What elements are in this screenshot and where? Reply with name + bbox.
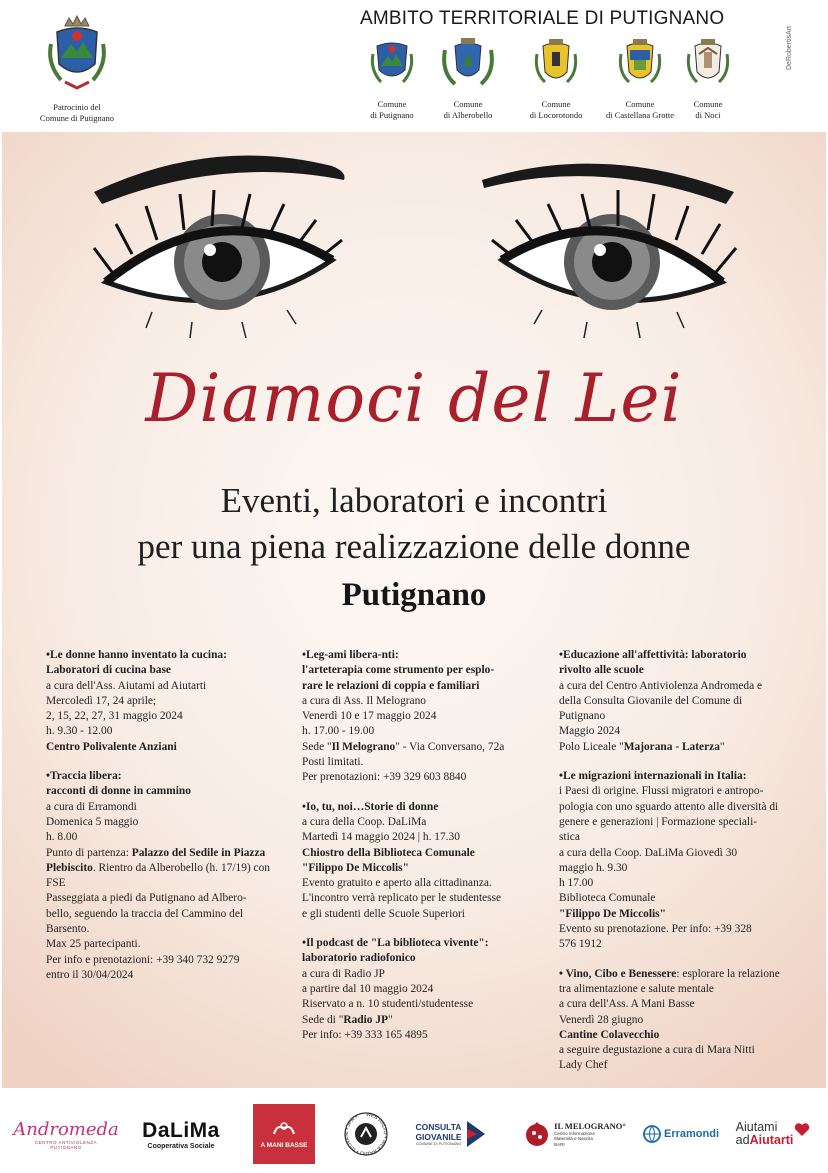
event-start-point bbox=[46, 846, 291, 892]
event-line: Putignano bbox=[559, 710, 606, 723]
event-line: h. 17.00 - 19.00 bbox=[302, 725, 375, 738]
event-title-rest: : esplorare la relazione tra alimentazione e salute mentale bbox=[559, 967, 780, 995]
radio-jp-ring-text: WEB RADIO • WEB RADIO • GIOVANI • JPR • bbox=[343, 1111, 389, 1157]
event-title bbox=[559, 967, 794, 998]
event-line: Venerdì 28 giugno bbox=[559, 1013, 644, 1026]
event-line: h. 8.00 bbox=[46, 831, 78, 844]
event-line: Riservato a n. 10 studenti/studentesse bbox=[302, 998, 474, 1011]
sponsor-footer bbox=[0, 1088, 828, 1173]
event-title-line: rivolto alle scuole bbox=[559, 664, 644, 677]
municipality-noci bbox=[666, 36, 750, 120]
putignano-crest-icon bbox=[45, 14, 109, 92]
event-title-line: •Il podcast de "La biblioteca vivente": bbox=[302, 937, 489, 950]
sede-prefix: Sede di " bbox=[302, 1013, 344, 1026]
event-cucina bbox=[46, 648, 291, 755]
event-affettivita bbox=[559, 648, 794, 755]
sede-name: Radio JP bbox=[343, 1013, 388, 1026]
event-line: Biblioteca Comunale bbox=[559, 892, 656, 905]
muni-label-line1: Comune bbox=[453, 99, 483, 109]
event-venue bbox=[302, 1013, 552, 1028]
consulta-sub: COMUNE DI PUTIGNANO bbox=[415, 1142, 462, 1146]
event-venue: Centro Polivalente Anziani bbox=[46, 740, 177, 753]
municipalities-row bbox=[350, 36, 770, 126]
event-line: h. 9.30 - 12.00 bbox=[46, 725, 113, 738]
radio-jp-logo bbox=[342, 1104, 390, 1164]
event-venue: Chiostro della Biblioteca Comunale bbox=[302, 846, 475, 859]
event-line: a seguire degustazione a cura di Mara Nitti bbox=[559, 1044, 755, 1057]
muni-label-line2: di Alberobello bbox=[443, 109, 493, 120]
event-venue bbox=[559, 740, 794, 755]
event-line: Posti limitati. bbox=[302, 756, 364, 769]
melograno-sub2: Maternità e Nascita bbox=[554, 1136, 593, 1142]
a-mani-basse-logo bbox=[253, 1104, 315, 1164]
event-line: 576 1912 bbox=[559, 938, 602, 951]
event-line: a cura di Radio JP bbox=[302, 967, 385, 980]
muni-label-line1: Comune bbox=[541, 99, 571, 109]
hands-icon bbox=[271, 1120, 297, 1138]
start-suffix: . Rientro da Alberobello (h. 17/19) con FSE bbox=[46, 861, 270, 890]
event-line: a cura dell'Ass. A Mani Basse bbox=[559, 998, 695, 1011]
melograno-sub3: BARI bbox=[554, 1141, 565, 1147]
melograno-sub1: Centro Informazione bbox=[554, 1130, 595, 1136]
event-line: h 17.00 bbox=[559, 877, 594, 890]
event-line: a partire dal 10 maggio 2024 bbox=[302, 982, 434, 995]
subtitle-line1: Eventi, laboratori e incontri bbox=[220, 481, 608, 520]
aiutami-line1: Aiutami bbox=[735, 1120, 778, 1134]
event-title-line: racconti di donne in cammino bbox=[46, 785, 191, 798]
event-title-line: l'arteterapia come strumento per esplo- bbox=[302, 664, 495, 677]
poster-subtitle bbox=[2, 478, 826, 570]
event-title-line: laboratorio radiofonico bbox=[302, 952, 416, 965]
aiutami-ad-aiutarti-logo bbox=[730, 1104, 816, 1164]
erramondi-name: Erramondi bbox=[663, 1128, 719, 1140]
event-line: Maggio 2024 bbox=[559, 725, 621, 738]
events-column-1 bbox=[46, 648, 291, 997]
event-podcast bbox=[302, 936, 552, 1043]
event-title-line: •Leg-ami libera-nti: bbox=[302, 649, 399, 661]
event-title-line: •Educazione all'affettività: laboratorio bbox=[559, 649, 747, 661]
muni-label-line1: Comune bbox=[377, 99, 407, 109]
sede-name: Il Melograno bbox=[331, 740, 396, 753]
muni-label-line1: Comune bbox=[693, 99, 723, 109]
muni-label-line2: di Noci bbox=[695, 109, 721, 120]
event-line: Barsento. bbox=[46, 923, 90, 936]
event-title-line: Laboratori di cucina base bbox=[46, 664, 171, 677]
consulta-arrow-icon bbox=[465, 1119, 487, 1149]
event-line: Mercoledì 17, 24 aprile; bbox=[46, 694, 157, 707]
noci-crest-icon bbox=[685, 36, 731, 90]
page-header bbox=[0, 0, 828, 132]
municipality-putignano bbox=[350, 36, 434, 120]
municipality-alberobello bbox=[426, 36, 510, 120]
sede-prefix: Sede " bbox=[302, 740, 332, 753]
aiutami-line2-aiutarti: Aiutarti bbox=[749, 1133, 794, 1147]
event-line: a cura della Coop. DaLiMa Giovedì 30 bbox=[559, 846, 738, 859]
event-line: Venerdì 10 e 17 maggio 2024 bbox=[302, 710, 437, 723]
andromeda-logo bbox=[13, 1104, 119, 1164]
consulta-line1: CONSULTA bbox=[415, 1122, 462, 1132]
event-line: genere e generazioni | Formazione speciali- bbox=[559, 815, 758, 828]
polo-name: Majorana - Laterza bbox=[623, 740, 720, 753]
event-line: Per info: +39 333 165 4895 bbox=[302, 1028, 428, 1041]
events-column-2 bbox=[302, 648, 552, 1057]
erramondi-logo bbox=[642, 1104, 720, 1164]
poster-city: Putignano bbox=[341, 577, 487, 613]
radio-jp-icon bbox=[343, 1111, 389, 1157]
melograno-name: IL MELOGRANO° bbox=[554, 1120, 626, 1131]
event-title-line: •Io, tu, noi…Storie di donne bbox=[302, 800, 439, 813]
andromeda-sub: CENTRO ANTIVIOLENZA bbox=[34, 1139, 97, 1145]
polo-prefix: Polo Liceale " bbox=[559, 740, 624, 753]
event-line: a cura del Centro Antiviolenza Andromeda e bbox=[559, 679, 763, 692]
designer-credit: DeRobertisArt bbox=[786, 26, 793, 70]
aiutami-line2-ad: ad bbox=[735, 1133, 750, 1147]
patronage-block bbox=[22, 14, 132, 124]
alberobello-crest-icon bbox=[441, 36, 495, 90]
event-migrazioni bbox=[559, 769, 794, 953]
event-line: Evento gratuito e aperto alla cittadinanza. bbox=[302, 877, 492, 890]
event-line: L'incontro verrà replicato per le studentesse bbox=[302, 892, 502, 905]
event-line: pologia con uno sguardo attento alle diversità di bbox=[559, 800, 779, 813]
event-line: Evento su prenotazione. Per info: +39 328 bbox=[559, 923, 752, 936]
event-venue: "Filippo De Miccolis" bbox=[559, 907, 666, 920]
event-line: e gli studenti delle Scuole Superiori bbox=[302, 907, 465, 920]
subtitle-line2: per una piena realizzazione delle donne bbox=[137, 527, 691, 566]
dalima-sub: Cooperativa Sociale bbox=[147, 1142, 215, 1150]
event-title-line: •Le migrazioni internazionali in Italia: bbox=[559, 770, 747, 783]
andromeda-name: Andromeda bbox=[13, 1118, 119, 1140]
event-line: maggio h. 9.30 bbox=[559, 861, 628, 874]
il-melograno-logo bbox=[524, 1104, 626, 1164]
consulta-giovanile-logo bbox=[410, 1104, 492, 1164]
event-line: bello, seguendo la traccia del Cammino del bbox=[46, 907, 244, 920]
event-venue bbox=[302, 740, 552, 755]
pomegranate-icon bbox=[524, 1121, 550, 1147]
start-place: Palazzo del Sedile in Piazza Plebiscito bbox=[46, 846, 266, 874]
event-title-bold: • Vino, Cibo e Benessere bbox=[559, 967, 677, 980]
andromeda-sub2: PUTIGNANO bbox=[50, 1144, 82, 1150]
a-mani-basse-name: A MANI BASSE bbox=[260, 1141, 308, 1149]
muni-label-line1: Comune bbox=[625, 99, 655, 109]
patron-label-line1: Patrocinio del bbox=[53, 102, 101, 112]
polo-suffix: " bbox=[719, 740, 725, 753]
event-vino-cibo bbox=[559, 967, 794, 1074]
event-line: Domenica 5 maggio bbox=[46, 815, 139, 828]
event-line: entro il 30/04/2024 bbox=[46, 968, 134, 981]
event-leg-ami bbox=[302, 648, 552, 786]
event-line: a cura della Coop. DaLiMa bbox=[302, 815, 427, 828]
event-line: Per info e prenotazioni: +39 340 732 9279 bbox=[46, 953, 240, 966]
event-line: a cura dell'Ass. Aiutami ad Aiutarti bbox=[46, 679, 207, 692]
events-column-3 bbox=[559, 648, 794, 1088]
muni-label-line2: di Castellana Grotte bbox=[606, 109, 674, 120]
eyes-illustration-icon bbox=[2, 132, 826, 362]
event-line: stica bbox=[559, 831, 580, 844]
ambito-title: AMBITO TERRITORIALE DI PUTIGNANO bbox=[360, 8, 725, 29]
event-line: i Paesi di origine. Flussi migratori e antropo- bbox=[559, 785, 764, 798]
event-venue: "Filippo De Miccolis" bbox=[302, 861, 409, 874]
event-line: a cura di Ass. Il Melograno bbox=[302, 694, 427, 707]
poster-title: Diamoci del Lei bbox=[145, 360, 683, 437]
event-line: Passeggiata a piedi da Putignano ad Albero- bbox=[46, 892, 247, 905]
event-title-line: rare le relazioni di coppia e familiari bbox=[302, 679, 480, 692]
poster-body bbox=[2, 132, 826, 1088]
globe-icon bbox=[643, 1125, 661, 1143]
putignano-crest-icon bbox=[369, 36, 415, 90]
municipality-locorotondo bbox=[514, 36, 598, 120]
event-storie-di-donne bbox=[302, 800, 552, 922]
heart-icon bbox=[794, 1122, 810, 1137]
sede-suffix: " bbox=[387, 1013, 393, 1026]
event-line: Martedì 14 maggio 2024 | h. 17.30 bbox=[302, 831, 460, 844]
locorotondo-crest-icon bbox=[533, 36, 579, 90]
patron-label-line2: Comune di Putignano bbox=[39, 113, 115, 123]
castellana-crest-icon bbox=[617, 36, 663, 90]
event-line: Max 25 partecipanti. bbox=[46, 938, 141, 951]
event-title-line: •Traccia libera: bbox=[46, 770, 122, 783]
event-venue: Cantine Colavecchio bbox=[559, 1028, 660, 1041]
muni-label-line2: di Locorotondo bbox=[529, 109, 583, 120]
consulta-line2: GIOVANILE bbox=[415, 1132, 462, 1142]
dalima-name: DaLiMa bbox=[142, 1118, 220, 1142]
event-line: Per prenotazioni: +39 329 603 8840 bbox=[302, 771, 467, 784]
dalima-logo bbox=[126, 1104, 236, 1164]
event-line: Lady Chef bbox=[559, 1059, 608, 1072]
start-prefix: Punto di partenza: bbox=[46, 846, 132, 859]
event-line: della Consulta Giovanile del Comune di bbox=[559, 694, 743, 707]
event-traccia-libera bbox=[46, 769, 291, 983]
event-line: 2, 15, 22, 27, 31 maggio 2024 bbox=[46, 710, 183, 723]
event-line: a cura di Erramondi bbox=[46, 800, 137, 813]
muni-label-line2: di Putignano bbox=[370, 109, 414, 120]
event-title-line: •Le donne hanno inventato la cucina: bbox=[46, 649, 227, 661]
sede-suffix: " - Via Conversano, 72a bbox=[395, 740, 505, 753]
